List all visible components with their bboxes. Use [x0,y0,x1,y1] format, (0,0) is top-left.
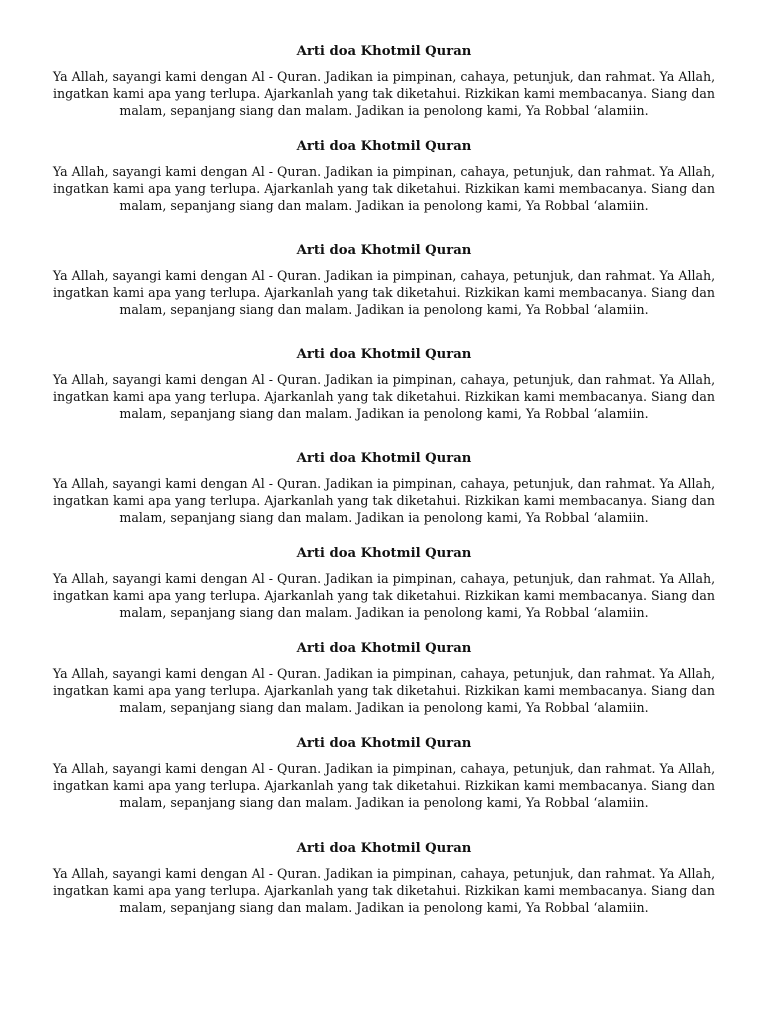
doa-section [40,640,728,716]
doa-section [40,735,728,811]
section-title: Arti doa Khotmil Quran [296,347,472,362]
doa-section [40,450,728,526]
section-title: Arti doa Khotmil Quran [296,44,472,59]
doa-section [40,840,728,916]
section-body: Ya Allah, sayangi kami dengan Al - Quran. Jadikan ia pimpinan, cahaya, petunjuk, dan rahmat. Ya Allah, ingatkan kami apa yang terlupa. Ajarkanlah yang tak diketahui. Rizkikan kami membacanya. Siang dan malam, sepanjang siang dan malam. Jadikan ia penolong kami, Ya Robbal ‘alamiin. [52,666,716,715]
section-title: Arti doa Khotmil Quran [296,546,472,561]
doa-section [40,43,728,119]
doa-section [40,346,728,422]
section-body: Ya Allah, sayangi kami dengan Al - Quran. Jadikan ia pimpinan, cahaya, petunjuk, dan rahmat. Ya Allah, ingatkan kami apa yang terlupa. Ajarkanlah yang tak diketahui. Rizkikan kami membacanya. Siang dan malam, sepanjang siang dan malam. Jadikan ia penolong kami, Ya Robbal ‘alamiin. [52,268,716,317]
doa-section [40,545,728,621]
section-title: Arti doa Khotmil Quran [296,641,472,656]
doa-section [40,242,728,318]
doa-section [40,138,728,214]
section-title: Arti doa Khotmil Quran [296,736,472,751]
section-body: Ya Allah, sayangi kami dengan Al - Quran. Jadikan ia pimpinan, cahaya, petunjuk, dan rahmat. Ya Allah, ingatkan kami apa yang terlupa. Ajarkanlah yang tak diketahui. Rizkikan kami membacanya. Siang dan malam, sepanjang siang dan malam. Jadikan ia penolong kami, Ya Robbal ‘alamiin. [52,164,716,213]
section-title: Arti doa Khotmil Quran [296,451,472,466]
section-body: Ya Allah, sayangi kami dengan Al - Quran. Jadikan ia pimpinan, cahaya, petunjuk, dan rahmat. Ya Allah, ingatkan kami apa yang terlupa. Ajarkanlah yang tak diketahui. Rizkikan kami membacanya. Siang dan malam, sepanjang siang dan malam. Jadikan ia penolong kami, Ya Robbal ‘alamiin. [52,571,716,620]
section-body: Ya Allah, sayangi kami dengan Al - Quran. Jadikan ia pimpinan, cahaya, petunjuk, dan rahmat. Ya Allah, ingatkan kami apa yang terlupa. Ajarkanlah yang tak diketahui. Rizkikan kami membacanya. Siang dan malam, sepanjang siang dan malam. Jadikan ia penolong kami, Ya Robbal ‘alamiin. [52,761,716,810]
section-body: Ya Allah, sayangi kami dengan Al - Quran. Jadikan ia pimpinan, cahaya, petunjuk, dan rahmat. Ya Allah, ingatkan kami apa yang terlupa. Ajarkanlah yang tak diketahui. Rizkikan kami membacanya. Siang dan malam, sepanjang siang dan malam. Jadikan ia penolong kami, Ya Robbal ‘alamiin. [52,69,716,118]
section-title: Arti doa Khotmil Quran [296,139,472,154]
section-title: Arti doa Khotmil Quran [296,841,472,856]
section-title: Arti doa Khotmil Quran [296,243,472,258]
section-body: Ya Allah, sayangi kami dengan Al - Quran. Jadikan ia pimpinan, cahaya, petunjuk, dan rahmat. Ya Allah, ingatkan kami apa yang terlupa. Ajarkanlah yang tak diketahui. Rizkikan kami membacanya. Siang dan malam, sepanjang siang dan malam. Jadikan ia penolong kami, Ya Robbal ‘alamiin. [52,866,716,915]
section-body: Ya Allah, sayangi kami dengan Al - Quran. Jadikan ia pimpinan, cahaya, petunjuk, dan rahmat. Ya Allah, ingatkan kami apa yang terlupa. Ajarkanlah yang tak diketahui. Rizkikan kami membacanya. Siang dan malam, sepanjang siang dan malam. Jadikan ia penolong kami, Ya Robbal ‘alamiin. [52,476,716,525]
section-body: Ya Allah, sayangi kami dengan Al - Quran. Jadikan ia pimpinan, cahaya, petunjuk, dan rahmat. Ya Allah, ingatkan kami apa yang terlupa. Ajarkanlah yang tak diketahui. Rizkikan kami membacanya. Siang dan malam, sepanjang siang dan malam. Jadikan ia penolong kami, Ya Robbal ‘alamiin. [52,372,716,421]
